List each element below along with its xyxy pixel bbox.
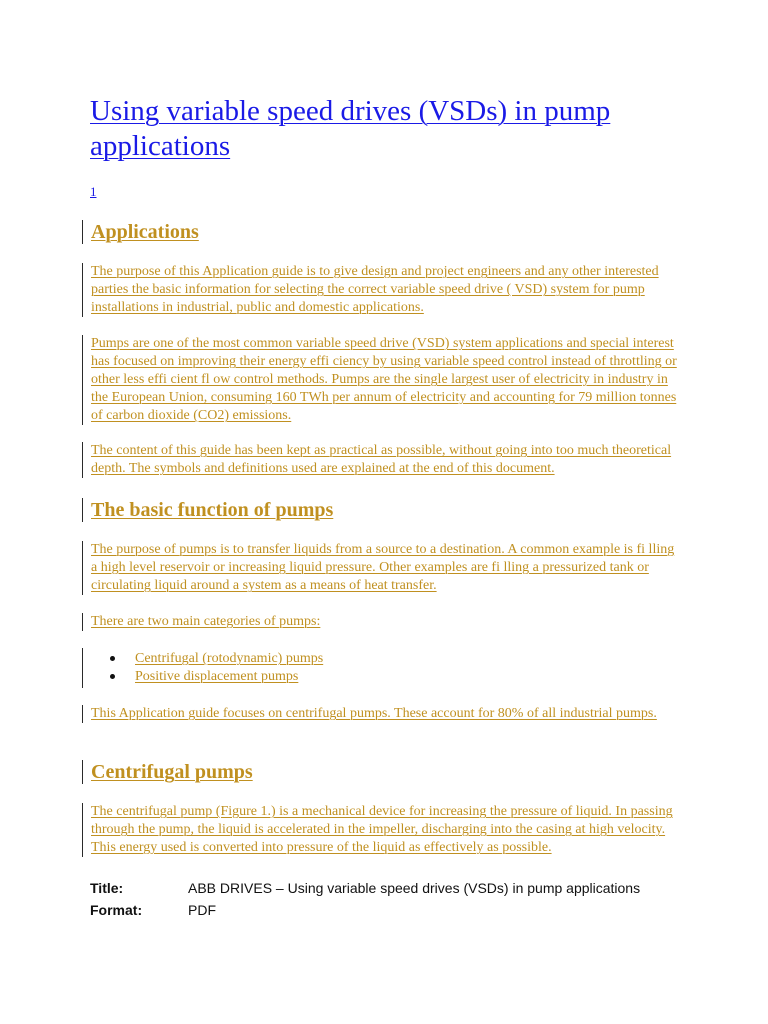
centrifugal-heading[interactable]: Centrifugal pumps — [91, 761, 253, 783]
basic-function-heading-block — [82, 498, 333, 522]
bullet-list-marker — [82, 648, 91, 688]
document-meta — [90, 877, 640, 921]
basic-function-heading[interactable]: The basic function of pumps — [91, 499, 334, 521]
centrifugal-paragraph-block — [82, 803, 683, 857]
pump-categories-list — [110, 650, 323, 686]
basic-function-paragraph-1[interactable]: The purpose of pumps is to transfer liquids from a source to a destination. A common example is fi lling a high level reservoir or increasing liquid pressure. Other examples are fi lling a pressurized tank or circulating liquid around a system as a means of heat transfer. — [91, 542, 675, 593]
meta-format-row — [90, 899, 640, 921]
list-item-label: Centrifugal (rotodynamic) pumps — [135, 651, 324, 666]
basic-function-paragraph-3-block — [82, 705, 666, 723]
centrifugal-paragraph[interactable]: The centrifugal pump (Figure 1.) is a mechanical device for increasing the pressure of liquid. In passing through the pump, the liquid is accelerated in the impeller, discharging into the casing at high velocity. This energy used is converted into pressure of the liquid as effectively as possible. — [91, 804, 673, 855]
list-item[interactable] — [110, 650, 323, 668]
bullet-icon — [110, 674, 115, 679]
applications-paragraph-3-block — [82, 442, 683, 478]
applications-paragraph-2[interactable]: Pumps are one of the most common variable speed drive (VSD) system applications and special interest has focused on improving their energy effi ciency by using variable speed control instead of throttling or other less effi cient fl ow control methods. Pumps are the single largest user of electricity in industry in the European Union, consuming 160 TWh per annum of electricity and accounting for 79 million tonnes of carbon dioxide (CO2) emissions. — [91, 336, 677, 423]
applications-heading-block — [82, 220, 199, 244]
meta-format-label: Format: — [90, 902, 143, 918]
applications-paragraph-1[interactable]: The purpose of this Application guide is to give design and project engineers and any other interested parties the basic information for selecting the correct variable speed drive ( VSD) system for pump installations in industrial, public and domestic applications. — [91, 264, 659, 315]
meta-title-label: Title: — [90, 880, 124, 896]
document-title[interactable]: Using variable speed drives (VSDs) in pump applications — [90, 95, 611, 162]
basic-function-paragraph-1-block — [82, 541, 683, 595]
basic-function-paragraph-2[interactable]: There are two main categories of pumps: — [91, 614, 321, 629]
basic-function-paragraph-3[interactable]: This Application guide focuses on centrifugal pumps. These account for 80% of all industrial pumps. — [91, 706, 657, 721]
bullet-icon — [110, 656, 115, 661]
applications-paragraph-1-block — [82, 263, 683, 317]
meta-title-row — [90, 877, 640, 899]
list-item[interactable] — [110, 668, 323, 686]
basic-function-paragraph-2-block — [82, 613, 683, 631]
list-item-label: Positive displacement pumps — [135, 669, 299, 684]
meta-format-value: PDF — [188, 902, 216, 918]
centrifugal-heading-block — [82, 760, 253, 784]
page-number-link[interactable]: 1 — [90, 184, 97, 199]
applications-paragraph-2-block — [82, 335, 683, 425]
applications-paragraph-3[interactable]: The content of this guide has been kept as practical as possible, without going into too much theoretical depth. The symbols and definitions used are explained at the end of this document. — [91, 443, 672, 476]
meta-title-value: ABB DRIVES – Using variable speed drives (VSDs) in pump applications — [188, 880, 641, 896]
applications-heading[interactable]: Applications — [91, 221, 199, 243]
